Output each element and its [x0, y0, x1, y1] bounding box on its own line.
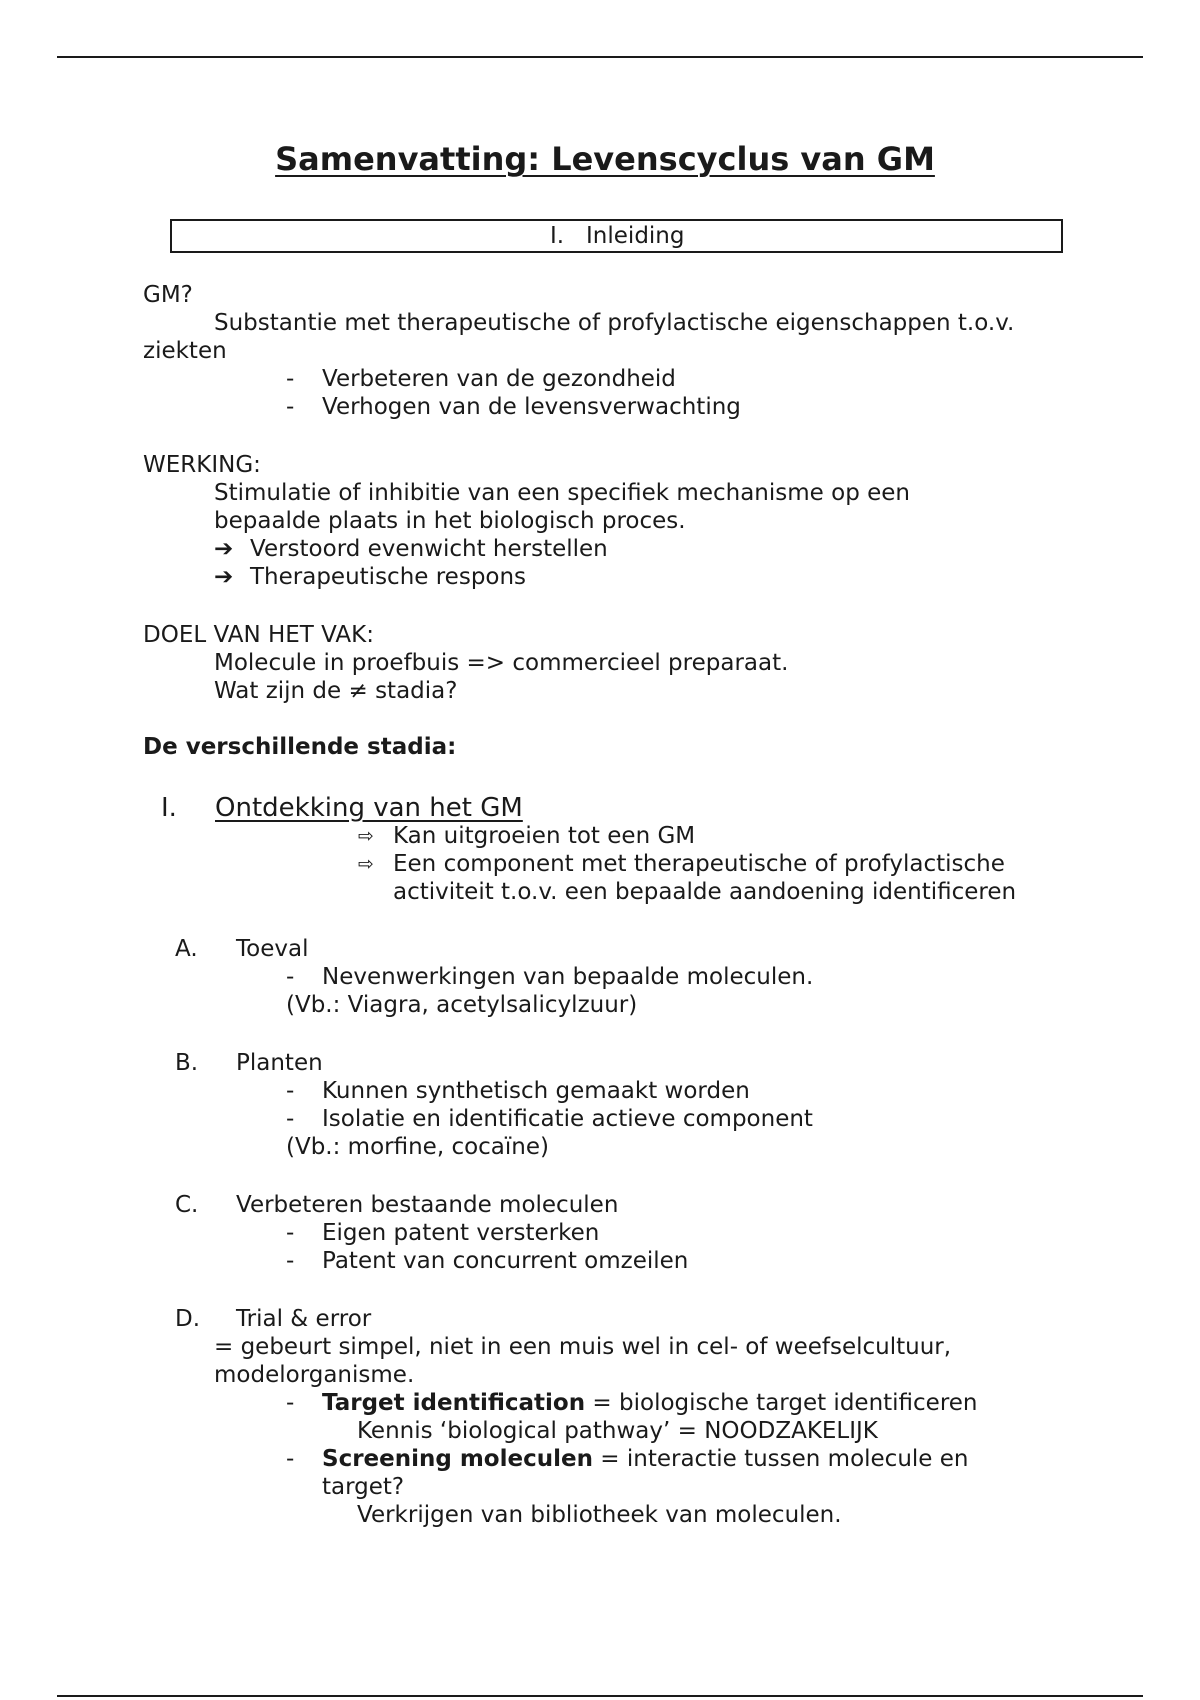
screening-line2: target?: [322, 1474, 405, 1500]
gm-definition-line1: Substantie met therapeutische of profylactische eigenschappen t.o.v.: [214, 310, 1015, 336]
ontdekking-item-2-cont: activiteit t.o.v. een bepaalde aandoening identificeren: [393, 879, 1017, 905]
target-identification-term: Target identification: [322, 1390, 586, 1416]
sub-b-letter: B.: [175, 1050, 199, 1076]
sub-d-letter: D.: [175, 1306, 201, 1332]
sub-c-bullet-1: Eigen patent versterken: [322, 1220, 600, 1246]
bullet-dash: -: [286, 1248, 295, 1274]
bullet-dash: -: [286, 366, 295, 392]
sub-c-title: Verbeteren bestaande moleculen: [236, 1192, 619, 1218]
target-identification-item: [322, 1389, 978, 1417]
doel-heading: DOEL VAN HET VAK:: [143, 622, 374, 648]
werking-arrow-item-1: Verstoord evenwicht herstellen: [250, 536, 608, 562]
ontdekking-item-2: Een component met therapeutische of profylactische: [393, 851, 1005, 877]
hollow-arrow-icon: ⇨: [358, 825, 374, 847]
werking-arrow-item-2: Therapeutische respons: [250, 564, 527, 590]
bullet-dash: -: [286, 1078, 295, 1104]
bullet-dash: -: [286, 1220, 295, 1246]
sub-b-example: (Vb.: morfine, cocaïne): [286, 1134, 549, 1160]
werking-line2: bepaalde plaats in het biologisch proces.: [214, 508, 686, 534]
gm-heading: GM?: [143, 282, 193, 308]
sub-a-title: Toeval: [236, 936, 309, 962]
gm-bullet-2: Verhogen van de levensverwachting: [322, 394, 741, 420]
sub-b-bullet-1: Kunnen synthetisch gemaakt worden: [322, 1078, 750, 1104]
bullet-dash: -: [286, 1390, 295, 1416]
bottom-rule: [57, 1695, 1143, 1697]
ontdekking-item-1: Kan uitgroeien tot een GM: [393, 823, 696, 849]
sub-b-title: Planten: [236, 1050, 323, 1076]
doel-line2: Wat zijn de ≠ stadia?: [214, 678, 458, 704]
sub-c-letter: C.: [175, 1192, 199, 1218]
top-rule: [57, 56, 1143, 58]
arrow-icon: ➔: [214, 536, 234, 562]
sub-d-title: Trial & error: [236, 1306, 372, 1332]
sub-a-letter: A.: [175, 936, 198, 962]
stadia-heading: De verschillende stadia:: [143, 734, 457, 760]
section-box-label: I. Inleiding: [550, 223, 685, 249]
screening-desc: = interactie tussen molecule en: [592, 1446, 969, 1472]
gm-bullet-1: Verbeteren van de gezondheid: [322, 366, 676, 392]
bullet-dash: -: [286, 1106, 295, 1132]
sub-a-bullet: Nevenwerkingen van bepaalde moleculen.: [322, 964, 814, 990]
sub-b-bullet-2: Isolatie en identificatie actieve component: [322, 1106, 813, 1132]
sub-d-line2: modelorganisme.: [214, 1362, 415, 1388]
bullet-dash: -: [286, 964, 295, 990]
target-identification-sub: Kennis ‘biological pathway’ = NOODZAKELIJK: [357, 1418, 878, 1444]
screening-sub: Verkrijgen van bibliotheek van moleculen.: [357, 1502, 842, 1528]
sub-a-example: (Vb.: Viagra, acetylsalicylzuur): [286, 992, 638, 1018]
screening-term: Screening moleculen: [322, 1446, 593, 1472]
page-title: Samenvatting: Levenscyclus van GM: [275, 140, 935, 178]
section-box-inleiding: [170, 219, 1063, 253]
gm-definition-line2: ziekten: [143, 338, 227, 364]
ontdekking-heading: Ontdekking van het GM: [215, 793, 523, 823]
werking-heading: WERKING:: [143, 452, 261, 478]
sub-d-line1: = gebeurt simpel, niet in een muis wel in cel- of weefselcultuur,: [214, 1334, 952, 1360]
sub-c-bullet-2: Patent van concurrent omzeilen: [322, 1248, 689, 1274]
ontdekking-number: I.: [161, 793, 177, 823]
doel-line1: Molecule in proefbuis => commercieel preparaat.: [214, 650, 789, 676]
arrow-icon: ➔: [214, 564, 234, 590]
werking-line1: Stimulatie of inhibitie van een specifiek mechanisme op een: [214, 480, 910, 506]
target-identification-desc: = biologische target identificeren: [585, 1390, 978, 1416]
bullet-dash: -: [286, 394, 295, 420]
bullet-dash: -: [286, 1446, 295, 1472]
screening-item: [322, 1445, 968, 1473]
hollow-arrow-icon: ⇨: [358, 853, 374, 875]
